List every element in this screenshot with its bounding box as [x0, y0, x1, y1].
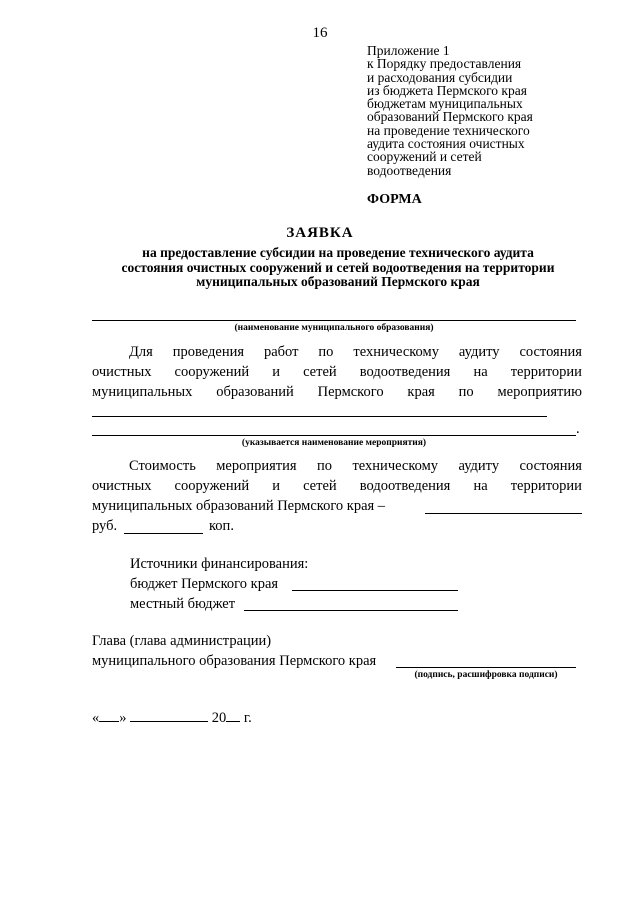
date-day-field[interactable] — [99, 709, 119, 722]
appendix-line: и расходования субсидии — [367, 69, 513, 85]
appendix-line: Приложение 1 — [367, 43, 450, 58]
date-year-suffix: г. — [243, 710, 252, 726]
paragraph1-line2: очистных сооружений и сетей водоотведения на территории — [92, 364, 582, 380]
signature-caption: (подпись, расшифровка подписи) — [414, 670, 558, 680]
paragraph2-line2: очистных сооружений и сетей водоотведения на территории — [92, 478, 582, 494]
appendix-line: бюджетам муниципальных — [367, 96, 523, 112]
regional-budget-field[interactable] — [292, 590, 458, 591]
document-title: ЗАЯВКА — [286, 225, 354, 241]
subtitle-line: состояния очистных сооружений и сетей водоотведения на территории — [121, 259, 555, 275]
municipality-caption: (наименование муниципального образования) — [234, 323, 434, 333]
paragraph1-line1: Для проведения работ по техническому аудиту состояния — [129, 344, 582, 360]
subtitle-line: муниципальных образований Пермского края — [196, 274, 480, 289]
municipality-name-field[interactable] — [92, 320, 576, 321]
signature-title-line2: муниципального образования Пермского края — [92, 653, 377, 669]
appendix-line: на проведение технического — [367, 122, 530, 138]
event-caption: (указывается наименование мероприятия) — [241, 438, 427, 448]
local-budget-label: местный бюджет — [130, 596, 236, 612]
signature-title-line1: Глава (глава администрации) — [92, 633, 272, 649]
appendix-line: из бюджета Пермского края — [367, 82, 527, 98]
cost-rubles-field[interactable] — [425, 513, 582, 514]
subtitle-line: на предоставление субсидии на проведение технического аудита — [142, 245, 534, 260]
date-open-quote: « — [92, 710, 100, 726]
event-name-field-1[interactable] — [92, 416, 547, 417]
rub-label: руб. — [92, 518, 118, 534]
appendix-line: аудита состояния очистных — [367, 136, 525, 152]
date-year-field[interactable] — [226, 709, 240, 722]
event-line-dot: . — [576, 421, 580, 437]
form-label: ФОРМА — [367, 192, 422, 207]
page-number: 16 — [312, 25, 328, 41]
appendix-line: сооружений и сетей — [367, 149, 482, 165]
kop-label: коп. — [209, 518, 234, 534]
appendix-line: водоотведения — [367, 162, 452, 178]
local-budget-field[interactable] — [244, 610, 458, 611]
signature-field[interactable] — [396, 667, 576, 668]
document-subtitle — [88, 246, 588, 290]
appendix-line: к Порядку предоставления — [367, 56, 522, 72]
date-month-field[interactable] — [130, 709, 208, 722]
paragraph2-line1: Стоимость мероприятия по техническому аудиту состояния — [129, 458, 582, 474]
funding-heading: Источники финансирования: — [130, 556, 309, 572]
date-line — [92, 709, 252, 727]
event-name-field-2[interactable] — [92, 435, 576, 436]
date-close-quote: » — [119, 710, 127, 726]
date-year-prefix: 20 — [211, 710, 227, 726]
regional-budget-label: бюджет Пермского края — [130, 576, 279, 592]
appendix-line: образований Пермского края — [367, 109, 533, 125]
paragraph1-line3: муниципальных образований Пермского края по мероприятию — [92, 384, 582, 400]
cost-kopecks-field[interactable] — [124, 533, 203, 534]
paragraph2-line3: муниципальных образований Пермского края – — [92, 498, 386, 514]
appendix-block — [367, 44, 533, 177]
